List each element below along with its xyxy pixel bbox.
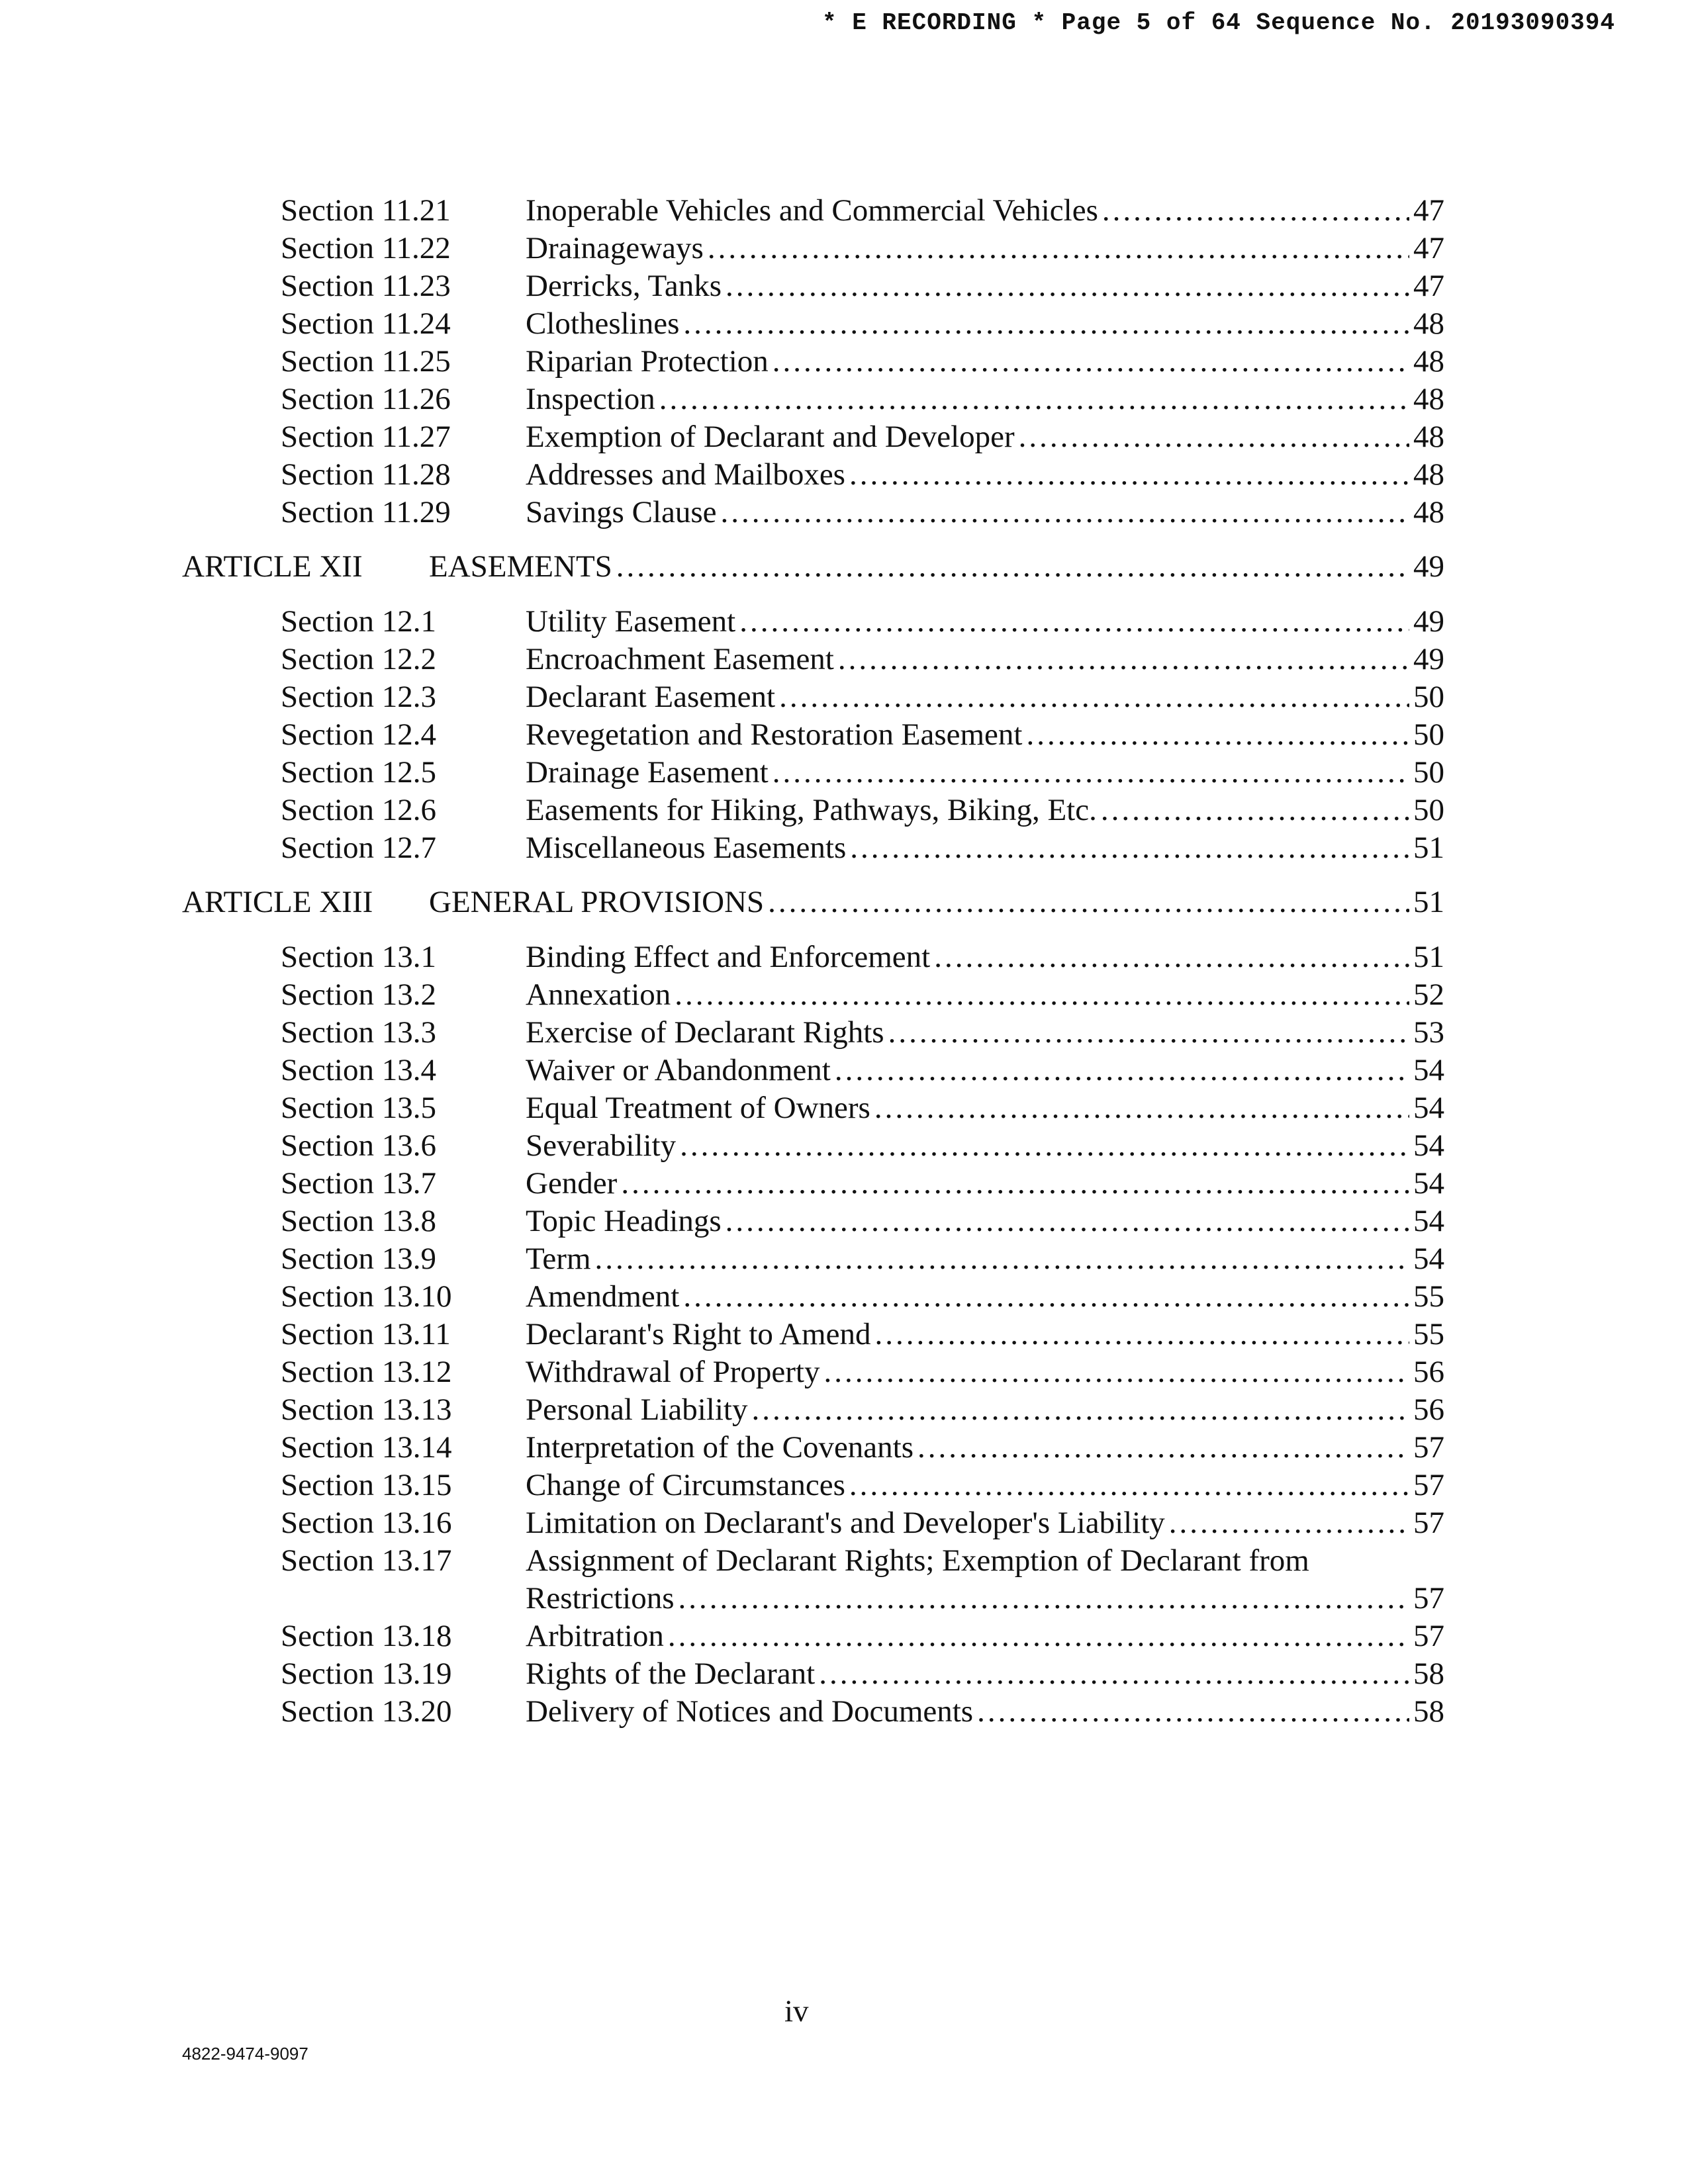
section-title: Limitation on Declarant's and Developer's Liability: [526, 1506, 1165, 1540]
document-id: 4822-9474-9097: [182, 2044, 308, 2064]
dot-leader: [849, 1466, 1409, 1504]
page-number: 49: [1413, 604, 1444, 639]
section-title: Waiver or Abandonment: [526, 1053, 831, 1087]
section-number: Section 13.2: [281, 978, 436, 1012]
page-number: 50: [1413, 680, 1444, 714]
page-number: 51: [1413, 885, 1444, 919]
dot-leader: [819, 1655, 1409, 1693]
section-number: Section 13.16: [281, 1506, 452, 1540]
section-number: Section 11.22: [281, 231, 451, 265]
page-number: 47: [1413, 193, 1444, 228]
dot-leader: [708, 229, 1409, 267]
section-number: Section 13.12: [281, 1355, 452, 1389]
page-number: 51: [1413, 940, 1444, 974]
section-title: Clotheslines: [526, 306, 680, 341]
section-title: Miscellaneous Easements: [526, 831, 847, 865]
section-title: Derricks, Tanks: [526, 269, 722, 303]
section-title: Inspection: [526, 382, 655, 416]
dot-leader: [1026, 715, 1409, 754]
section-title: Revegetation and Restoration Easement: [526, 717, 1023, 752]
dot-leader: [768, 883, 1409, 921]
dot-leader: [934, 938, 1409, 976]
page-number: 48: [1413, 306, 1444, 341]
dot-leader: [874, 1089, 1409, 1127]
page-number: 50: [1413, 717, 1444, 752]
dot-leader: [917, 1428, 1409, 1467]
section-title: Riparian Protection: [526, 344, 769, 379]
section-number: Section 11.27: [281, 420, 451, 454]
section-number: Section 13.8: [281, 1204, 436, 1238]
section-title: Amendment: [526, 1279, 680, 1314]
article-number: ARTICLE XIII: [182, 885, 373, 919]
page-number: 57: [1413, 1468, 1444, 1502]
dot-leader: [721, 493, 1409, 531]
page-number: 54: [1413, 1242, 1444, 1276]
dot-leader: [726, 1202, 1409, 1240]
dot-leader: [675, 976, 1409, 1014]
section-title: Encroachment Easement: [526, 642, 834, 676]
page-number: 50: [1413, 755, 1444, 790]
section-number: Section 12.3: [281, 680, 436, 714]
dot-leader: [683, 1277, 1409, 1316]
section-number: Section 11.29: [281, 495, 451, 529]
dot-leader: [683, 304, 1409, 343]
section-number: Section 13.9: [281, 1242, 436, 1276]
section-title: Change of Circumstances: [526, 1468, 845, 1502]
page-number: 57: [1413, 1619, 1444, 1653]
dot-leader: [773, 342, 1409, 381]
page-number: 57: [1413, 1506, 1444, 1540]
section-number: Section 13.4: [281, 1053, 436, 1087]
section-title: Severability: [526, 1128, 677, 1163]
dot-leader: [668, 1617, 1409, 1655]
page-number: 47: [1413, 269, 1444, 303]
page-number: 57: [1413, 1581, 1444, 1615]
section-number: Section 12.1: [281, 604, 436, 639]
section-number: Section 13.1: [281, 940, 436, 974]
section-number: Section 13.3: [281, 1015, 436, 1050]
section-number: Section 13.14: [281, 1430, 452, 1465]
section-title: Easements for Hiking, Pathways, Biking, Etc.: [526, 793, 1097, 827]
section-number: Section 11.21: [281, 193, 451, 228]
section-number: Section 12.7: [281, 831, 436, 865]
dot-leader: [823, 1353, 1409, 1391]
page-number: 58: [1413, 1657, 1444, 1691]
recording-header: * E RECORDING * Page 5 of 64 Sequence No. 20193090394: [822, 9, 1615, 36]
section-title: Equal Treatment of Owners: [526, 1091, 870, 1125]
page-number: 57: [1413, 1430, 1444, 1465]
section-number: Section 11.25: [281, 344, 451, 379]
dot-leader: [838, 640, 1409, 678]
section-number: Section 12.2: [281, 642, 436, 676]
section-title: Gender: [526, 1166, 618, 1201]
section-title: Personal Liability: [526, 1392, 748, 1427]
dot-leader: [773, 753, 1409, 792]
dot-leader: [977, 1692, 1409, 1731]
dot-leader: [850, 829, 1409, 867]
section-title: Term: [526, 1242, 591, 1276]
dot-leader: [621, 1164, 1409, 1203]
page-number: 52: [1413, 978, 1444, 1012]
dot-leader: [888, 1013, 1409, 1052]
section-title: Exercise of Declarant Rights: [526, 1015, 884, 1050]
dot-leader: [874, 1315, 1409, 1353]
section-number: Section 12.4: [281, 717, 436, 752]
page-number: 54: [1413, 1166, 1444, 1201]
page-number: 48: [1413, 382, 1444, 416]
page-number: 47: [1413, 231, 1444, 265]
page-number: 48: [1413, 457, 1444, 492]
footer-page-number: iv: [784, 1994, 809, 2028]
dot-leader: [1019, 418, 1409, 456]
dot-leader: [726, 267, 1409, 305]
dot-leader: [779, 678, 1409, 716]
section-number: Section 13.13: [281, 1392, 452, 1427]
page-number: 50: [1413, 793, 1444, 827]
page-number: 49: [1413, 549, 1444, 584]
dot-leader: [679, 1579, 1409, 1617]
section-title: Drainageways: [526, 231, 704, 265]
section-number: Section 12.5: [281, 755, 436, 790]
article-title: GENERAL PROVISIONS: [429, 885, 765, 919]
section-number: Section 11.24: [281, 306, 451, 341]
section-number: Section 13.18: [281, 1619, 452, 1653]
page-number: 56: [1413, 1355, 1444, 1389]
section-number: Section 13.19: [281, 1657, 452, 1691]
page-number: 54: [1413, 1091, 1444, 1125]
section-title: Delivery of Notices and Documents: [526, 1694, 974, 1729]
article-number: ARTICLE XII: [182, 549, 363, 584]
page-number: 48: [1413, 344, 1444, 379]
dot-leader: [1102, 191, 1409, 230]
dot-leader: [739, 602, 1409, 641]
page-number: 54: [1413, 1204, 1444, 1238]
page-number: 53: [1413, 1015, 1444, 1050]
section-number: Section 13.20: [281, 1694, 452, 1729]
section-title: Withdrawal of Property: [526, 1355, 820, 1389]
dot-leader: [1169, 1504, 1409, 1542]
section-title: Binding Effect and Enforcement: [526, 940, 931, 974]
section-title: Drainage Easement: [526, 755, 769, 790]
section-number: Section 12.6: [281, 793, 436, 827]
page-number: 54: [1413, 1128, 1444, 1163]
section-number: Section 13.17: [281, 1543, 452, 1578]
section-number: Section 11.26: [281, 382, 451, 416]
section-number: Section 13.11: [281, 1317, 451, 1351]
section-title: Addresses and Mailboxes: [526, 457, 845, 492]
dot-leader: [595, 1240, 1410, 1278]
section-title: Inoperable Vehicles and Commercial Vehicles: [526, 193, 1098, 228]
page-number: 55: [1413, 1279, 1444, 1314]
page-number: 51: [1413, 831, 1444, 865]
page-number: 56: [1413, 1392, 1444, 1427]
section-title: Exemption of Declarant and Developer: [526, 420, 1015, 454]
dot-leader: [616, 547, 1409, 586]
section-title: Declarant Easement: [526, 680, 776, 714]
dot-leader: [680, 1126, 1409, 1165]
section-title: Interpretation of the Covenants: [526, 1430, 914, 1465]
section-number: Section 11.28: [281, 457, 451, 492]
section-title: Declarant's Right to Amend: [526, 1317, 871, 1351]
section-number: Section 13.7: [281, 1166, 436, 1201]
page-number: 54: [1413, 1053, 1444, 1087]
section-title: Annexation: [526, 978, 671, 1012]
section-number: Section 13.5: [281, 1091, 436, 1125]
section-title: Utility Easement: [526, 604, 736, 639]
dot-leader: [835, 1051, 1409, 1089]
section-number: Section 13.10: [281, 1279, 452, 1314]
section-title: Savings Clause: [526, 495, 717, 529]
dot-leader: [849, 455, 1409, 494]
section-title: Topic Headings: [526, 1204, 722, 1238]
section-number: Section 11.23: [281, 269, 451, 303]
page-number: 49: [1413, 642, 1444, 676]
section-title: Restrictions: [526, 1581, 675, 1615]
section-title: Rights of the Declarant: [526, 1657, 816, 1691]
section-title: Arbitration: [526, 1619, 664, 1653]
page-number: 48: [1413, 420, 1444, 454]
page-number: 55: [1413, 1317, 1444, 1351]
section-number: Section 13.15: [281, 1468, 452, 1502]
page-number: 58: [1413, 1694, 1444, 1729]
section-number: Section 13.6: [281, 1128, 436, 1163]
page-number: 48: [1413, 495, 1444, 529]
dot-leader: [659, 380, 1409, 418]
article-title: EASEMENTS: [429, 549, 612, 584]
dot-leader: [1101, 791, 1409, 829]
dot-leader: [751, 1390, 1409, 1429]
section-title-line: Assignment of Declarant Rights; Exemption of Declarant from: [526, 1543, 1309, 1578]
